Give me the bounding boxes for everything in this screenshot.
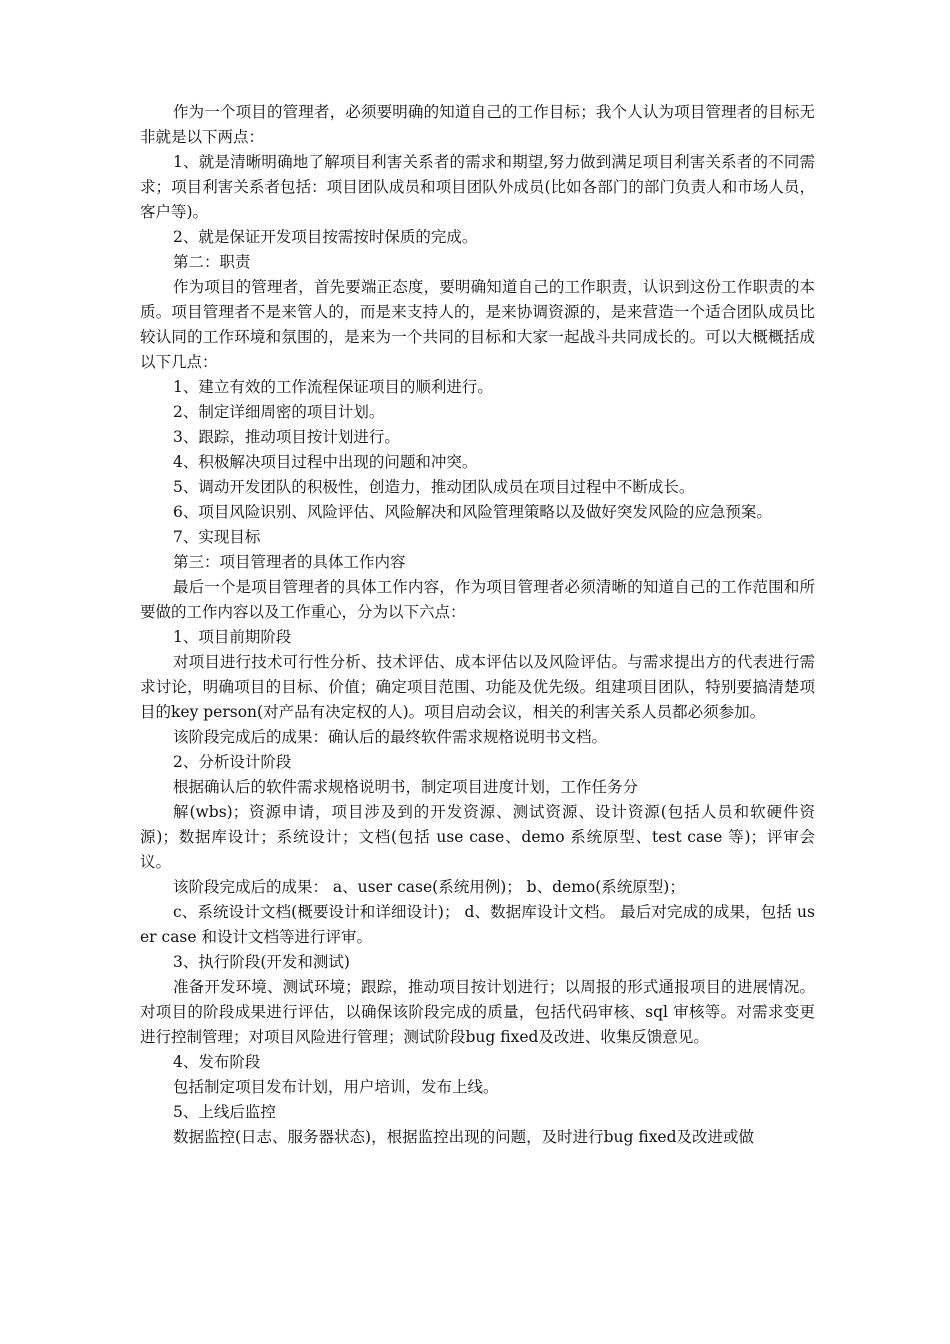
paragraph: 根据确认后的软件需求规格说明书，制定项目进度计划，工作任务分 [173,778,639,796]
list-item: 1、建立有效的工作流程保证项目的顺利进行。 [173,378,493,396]
paragraph: 对项目进行技术可行性分析、技术评估、成本评估以及风险评估。与需求提出方的代表进行需求讨论，明确项目的目标、价值；确定项目范围、功能及优先级。组建项目团队，特别要搞清楚项目的key person(对产品有决定权的人)。项目启动会议，相关的利害关系人员都必须参加。 [140,653,815,721]
section-heading: 第三：项目管理者的具体工作内容 [173,553,406,571]
subsection-heading: 5、上线后监控 [173,1103,276,1121]
list-item: 3、跟踪，推动项目按计划进行。 [173,428,400,446]
list-item: 5、调动开发团队的积极性，创造力，推动团队成员在项目过程中不断成长。 [173,478,695,496]
subsection-heading: 3、执行阶段(开发和测试) [173,953,350,971]
list-item: 7、实现目标 [173,528,261,546]
subsection-heading: 4、发布阶段 [173,1053,261,1071]
subsection-heading: 2、分析设计阶段 [173,753,292,771]
list-item: 6、项目风险识别、风险评估、风险解决和风险管理策略以及做好突发风险的应急预案。 [173,503,772,521]
document-body [140,100,815,1150]
paragraph: 该阶段完成后的成果： a、user case(系统用例)； b、demo(系统原型)； [173,878,685,896]
paragraph: 准备开发环境、测试环境；跟踪，推动项目按计划进行；以周报的形式通报项目的进展情况。对项目的阶段成果进行评估，以确保该阶段完成的质量，包括代码审核、sql 审核等。对需求变更进行控制管理；对项目风险进行管理；测试阶段bug fixed及改进、收集反馈意见。 [140,978,815,1046]
list-item: 4、积极解决项目过程中出现的问题和冲突。 [173,453,478,471]
paragraph: 2、就是保证开发项目按需按时保质的完成。 [173,228,478,246]
paragraph: 包括制定项目发布计划，用户培训，发布上线。 [173,1078,499,1096]
subsection-heading: 1、项目前期阶段 [173,628,292,646]
paragraph: 解(wbs)；资源申请，项目涉及到的开发资源、测试资源、设计资源(包括人员和软硬件资源)；数据库设计；系统设计；文档(包括 use case、demo 系统原型、test case 等)；评审会议。 [140,803,815,871]
section-heading: 第二：职责 [173,253,251,271]
paragraph: 数据监控(日志、服务器状态)，根据监控出现的问题，及时进行bug fixed及改进或做 [173,1128,755,1146]
list-item: 2、制定详细周密的项目计划。 [173,403,385,421]
paragraph: 最后一个是项目管理者的具体工作内容，作为项目管理者必须清晰的知道自己的工作范围和所要做的工作内容以及工作重心，分为以下六点： [140,578,815,621]
paragraph: c、系统设计文档(概要设计和详细设计)； d、数据库设计文档。 最后对完成的成果，包括 user case 和设计文档等进行评审。 [140,903,815,946]
paragraph: 作为项目的管理者，首先要端正态度，要明确知道自己的工作职责，认识到这份工作职责的本质。项目管理者不是来管人的，而是来支持人的，是来协调资源的，是来营造一个适合团队成员比较认同的工作环境和氛围的，是来为一个共同的目标和大家一起战斗共同成长的。可以大概概括成以下几点： [140,278,815,371]
paragraph: 作为一个项目的管理者，必须要明确的知道自己的工作目标；我个人认为项目管理者的目标无非就是以下两点： [140,103,815,146]
paragraph: 1、就是清晰明确地了解项目利害关系者的需求和期望,努力做到满足项目利害关系者的不同需求；项目利害关系者包括：项目团队成员和项目团队外成员(比如各部门的部门负责人和市场人员，客户等)。 [140,153,815,221]
paragraph: 该阶段完成后的成果：确认后的最终软件需求规格说明书文档。 [173,728,608,746]
